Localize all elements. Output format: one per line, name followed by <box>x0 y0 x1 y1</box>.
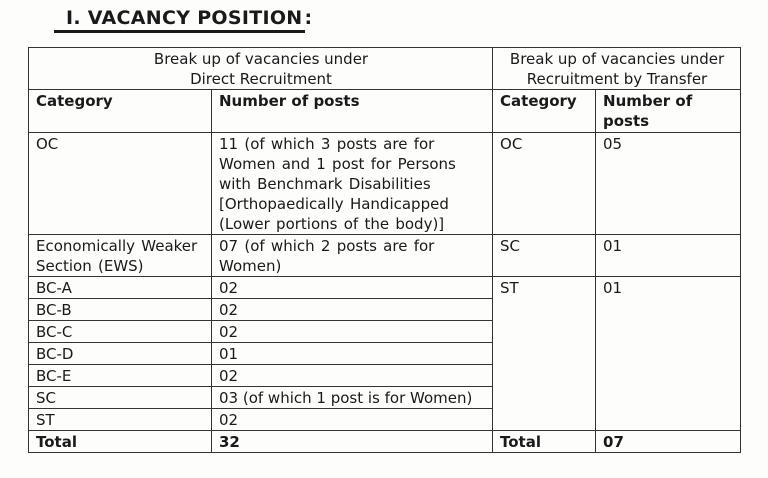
cell-direct-posts: 02 <box>212 277 493 299</box>
cell-transfer-posts: 05 <box>596 133 741 235</box>
cell-direct-category: OC <box>29 133 212 235</box>
cell-transfer-posts: 01 <box>596 277 741 431</box>
cell-transfer-posts: 01 <box>596 235 741 277</box>
cell-direct-category: Economically Weaker Section (EWS) <box>29 235 212 277</box>
cell-transfer-category: ST <box>493 277 596 431</box>
vacancy-table <box>28 47 741 453</box>
cell-transfer-total-label: Total <box>493 431 596 453</box>
cell-direct-category: BC-B <box>29 299 212 321</box>
cell-direct-posts: 07 (of which 2 posts are for Women) <box>212 235 493 277</box>
cell-direct-posts: 02 <box>212 321 493 343</box>
table-row-ews <box>29 235 741 277</box>
cell-direct-total-label: Total <box>29 431 212 453</box>
direct-header-line1: Break up of vacancies under <box>153 50 369 68</box>
col-header-transfer-posts <box>596 90 741 133</box>
table-row-total <box>29 431 741 453</box>
group-header-row <box>29 48 741 90</box>
transfer-header-line2: Recruitment by Transfer <box>526 70 708 88</box>
section-title-text: I. VACANCY POSITION <box>54 7 305 33</box>
cell-transfer-category: OC <box>493 133 596 235</box>
section-title <box>54 7 312 33</box>
cell-direct-category: BC-E <box>29 365 212 387</box>
col-header-transfer-posts-line2: posts <box>603 112 650 130</box>
col-header-direct-category: Category <box>29 90 212 133</box>
cell-direct-category: ST <box>29 409 212 431</box>
cell-direct-posts: 02 <box>212 365 493 387</box>
direct-header-line2: Direct Recruitment <box>190 70 332 88</box>
table-row-oc <box>29 133 741 235</box>
cell-direct-posts: 03 (of which 1 post is for Women) <box>212 387 493 409</box>
transfer-recruitment-header <box>493 48 741 90</box>
cell-direct-posts: 01 <box>212 343 493 365</box>
cell-transfer-category: SC <box>493 235 596 277</box>
cell-transfer-total-value: 07 <box>596 431 741 453</box>
cell-direct-category: BC-A <box>29 277 212 299</box>
col-header-direct-posts: Number of posts <box>212 90 493 133</box>
col-header-transfer-posts-line1: Number of <box>603 92 693 110</box>
cell-direct-total-value: 32 <box>212 431 493 453</box>
cell-direct-category: BC-C <box>29 321 212 343</box>
cell-direct-posts: 11 (of which 3 posts are for Women and 1 post for Persons with Benchmark Disabilities [Orthopaedically Handicapped (Lower portions of the body)] <box>212 133 493 235</box>
table-row-bca <box>29 277 741 299</box>
section-title-colon: : <box>304 7 313 29</box>
cell-direct-posts: 02 <box>212 409 493 431</box>
transfer-header-line1: Break up of vacancies under <box>509 50 725 68</box>
cell-direct-posts: 02 <box>212 299 493 321</box>
col-header-transfer-category: Category <box>493 90 596 133</box>
direct-recruitment-header <box>29 48 493 90</box>
cell-direct-category: BC-D <box>29 343 212 365</box>
column-header-row <box>29 90 741 133</box>
cell-direct-category: SC <box>29 387 212 409</box>
